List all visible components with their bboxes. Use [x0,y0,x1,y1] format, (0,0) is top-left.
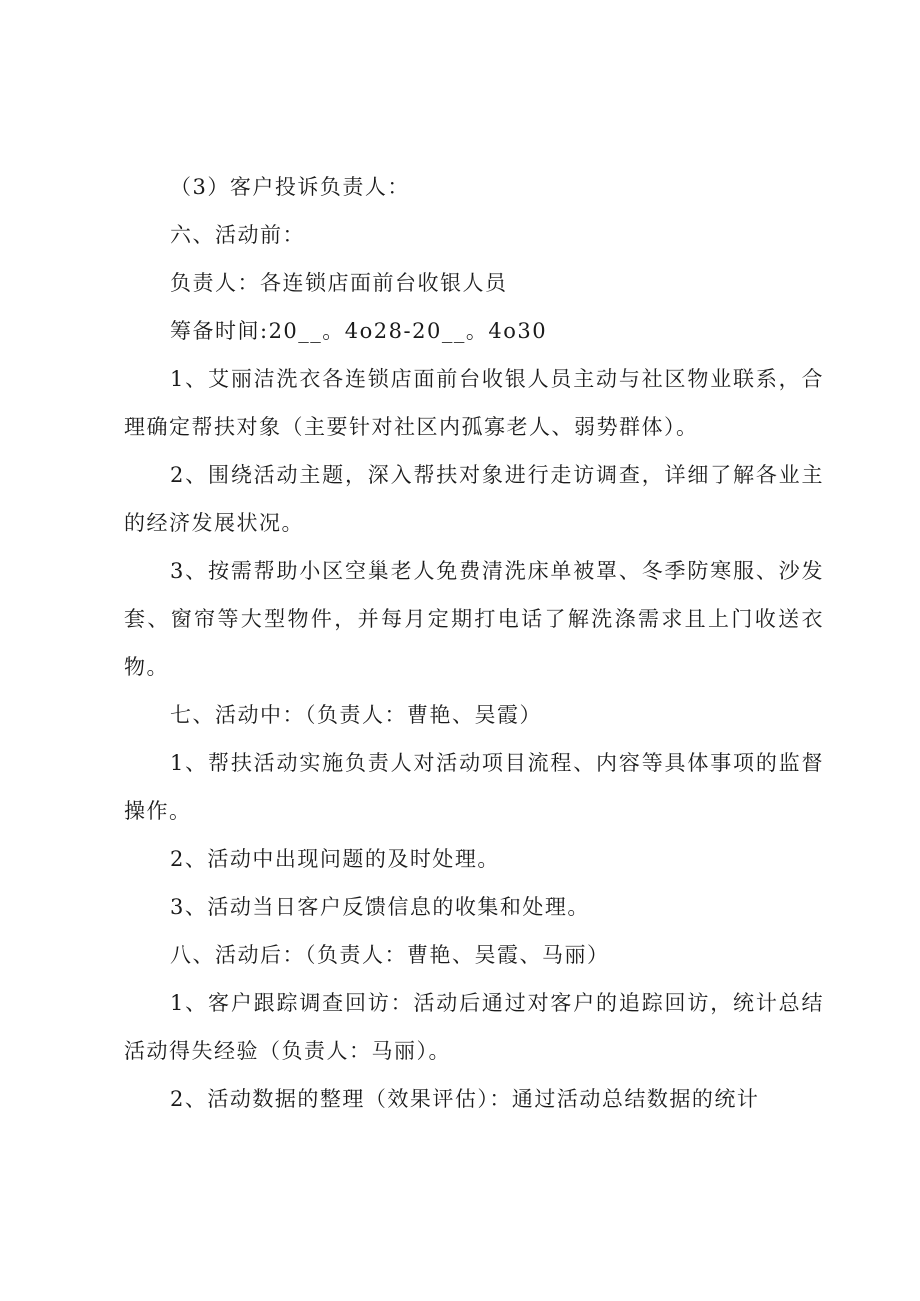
paragraph-during-item-3: 3、活动当日客户反馈信息的收集和处理。 [170,895,590,919]
section-heading-after-activity: 八、活动后：（负责人：曹艳、吴霞、马丽） [170,943,610,967]
paragraph-during-item-2: 2、活动中出现问题的及时处理。 [170,847,500,871]
paragraph-complaint-owner: （3）客户投诉负责人： [170,175,410,199]
paragraph-before-item-2: 2、围绕活动主题，深入帮扶对象进行走访调查，详细了解各业主的经济发展状况。 [124,463,824,535]
paragraph-preparation-time: 筹备时间:20__。4o28-20__。4o30 [170,319,548,343]
section-heading-before-activity: 六、活动前： [170,223,305,247]
section-heading-during-activity: 七、活动中：（负责人：曹艳、吴霞） [170,703,542,727]
paragraph-before-item-1: 1、艾丽洁洗衣各连锁店面前台收银人员主动与社区物业联系，合理确定帮扶对象（主要针对社区内孤寡老人、弱势群体）。 [124,367,824,439]
paragraph-after-item-1: 1、客户跟踪调查回访：活动后通过对客户的追踪回访，统计总结活动得失经验（负责人：马丽）。 [124,991,824,1063]
document-body [124,163,824,1123]
paragraph-during-item-1: 1、帮扶活动实施负责人对活动项目流程、内容等具体事项的监督操作。 [124,751,824,823]
paragraph-before-owner: 负责人：各连锁店面前台收银人员 [170,271,508,295]
paragraph-after-item-2: 2、活动数据的整理（效果评估）：通过活动总结数据的统计 [170,1087,760,1111]
paragraph-before-item-3: 3、按需帮助小区空巢老人免费清洗床单被罩、冬季防寒服、沙发套、窗帘等大型物件，并每月定期打电话了解洗涤需求且上门收送衣物。 [124,559,824,679]
